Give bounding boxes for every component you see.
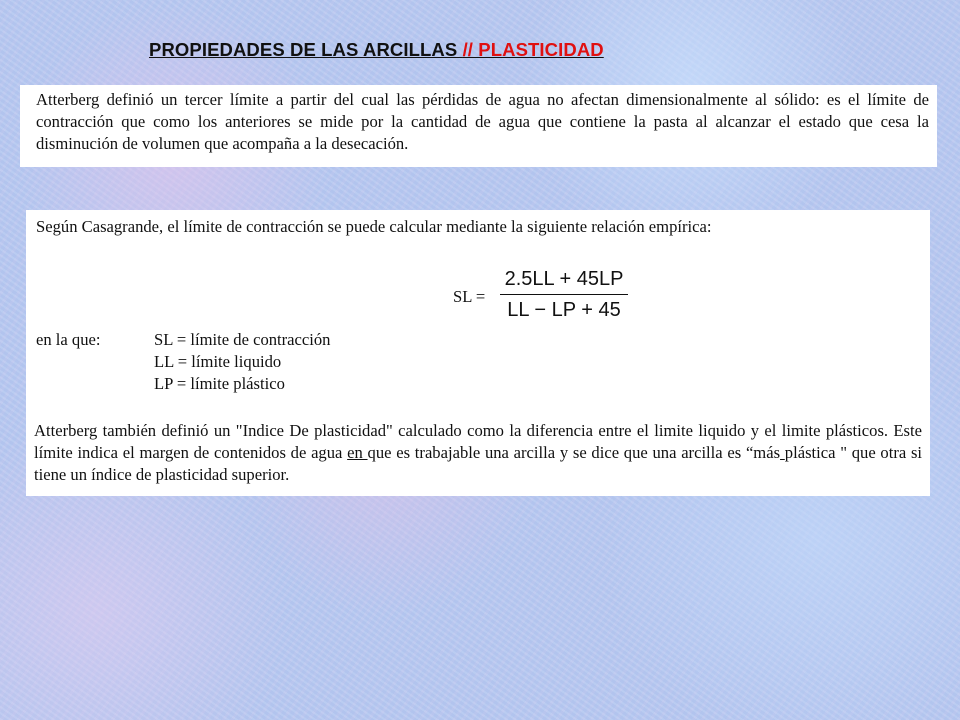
title-main: PROPIEDADES DE LAS ARCILLAS bbox=[149, 39, 463, 60]
slide-title bbox=[149, 39, 604, 61]
casagrande-panel bbox=[26, 210, 930, 496]
definition-lp: LP = límite plástico bbox=[154, 374, 285, 393]
definition-ll: LL = límite liquido bbox=[154, 352, 282, 371]
casagrande-intro: Según Casagrande, el límite de contracción se puede calcular mediante la siguiente relación empírica: bbox=[36, 217, 712, 236]
contraction-limit-paragraph: Atterberg definió un tercer límite a partir del cual las pérdidas de agua no afectan dimensionalmente al sólido: es el límite de contracción que como los anteriores se mide por la cantidad de agua que contiene la pasta al alcanzar el estado que cesa la disminución de volumen que acompaña a la desecación. bbox=[36, 90, 929, 153]
formula-lhs: SL = bbox=[453, 287, 486, 306]
variable-definitions bbox=[36, 329, 536, 397]
plasticity-text-3: que es trabajable una arcilla y se dice que una arcilla es “más bbox=[367, 443, 781, 462]
formula-denominator-text: LL − LP + 45 bbox=[507, 299, 621, 321]
formula-numerator-text: 2.5LL + 45LP bbox=[504, 268, 624, 290]
definitions-lead: en la que: bbox=[36, 330, 101, 349]
formula-numerator bbox=[500, 265, 628, 295]
definition-sl: SL = límite de contracción bbox=[154, 330, 331, 349]
plasticity-text-1: Atterberg también definió un "Indice De plasticidad" calculado como la diferencia entre el limite liquido y el limite plásticos. Este límite indica el margen de contenidos de agua bbox=[34, 421, 922, 462]
plasticity-index-paragraph bbox=[34, 420, 922, 486]
formula-fraction bbox=[500, 265, 628, 324]
contraction-limit-panel bbox=[20, 85, 937, 167]
title-accent: // PLASTICIDAD bbox=[462, 39, 604, 60]
plasticity-text-2: en bbox=[347, 443, 368, 462]
plasticity-text-5: plástica " que otra si tiene un índice de plasticidad superior. bbox=[34, 443, 923, 484]
formula-denominator bbox=[500, 295, 628, 324]
